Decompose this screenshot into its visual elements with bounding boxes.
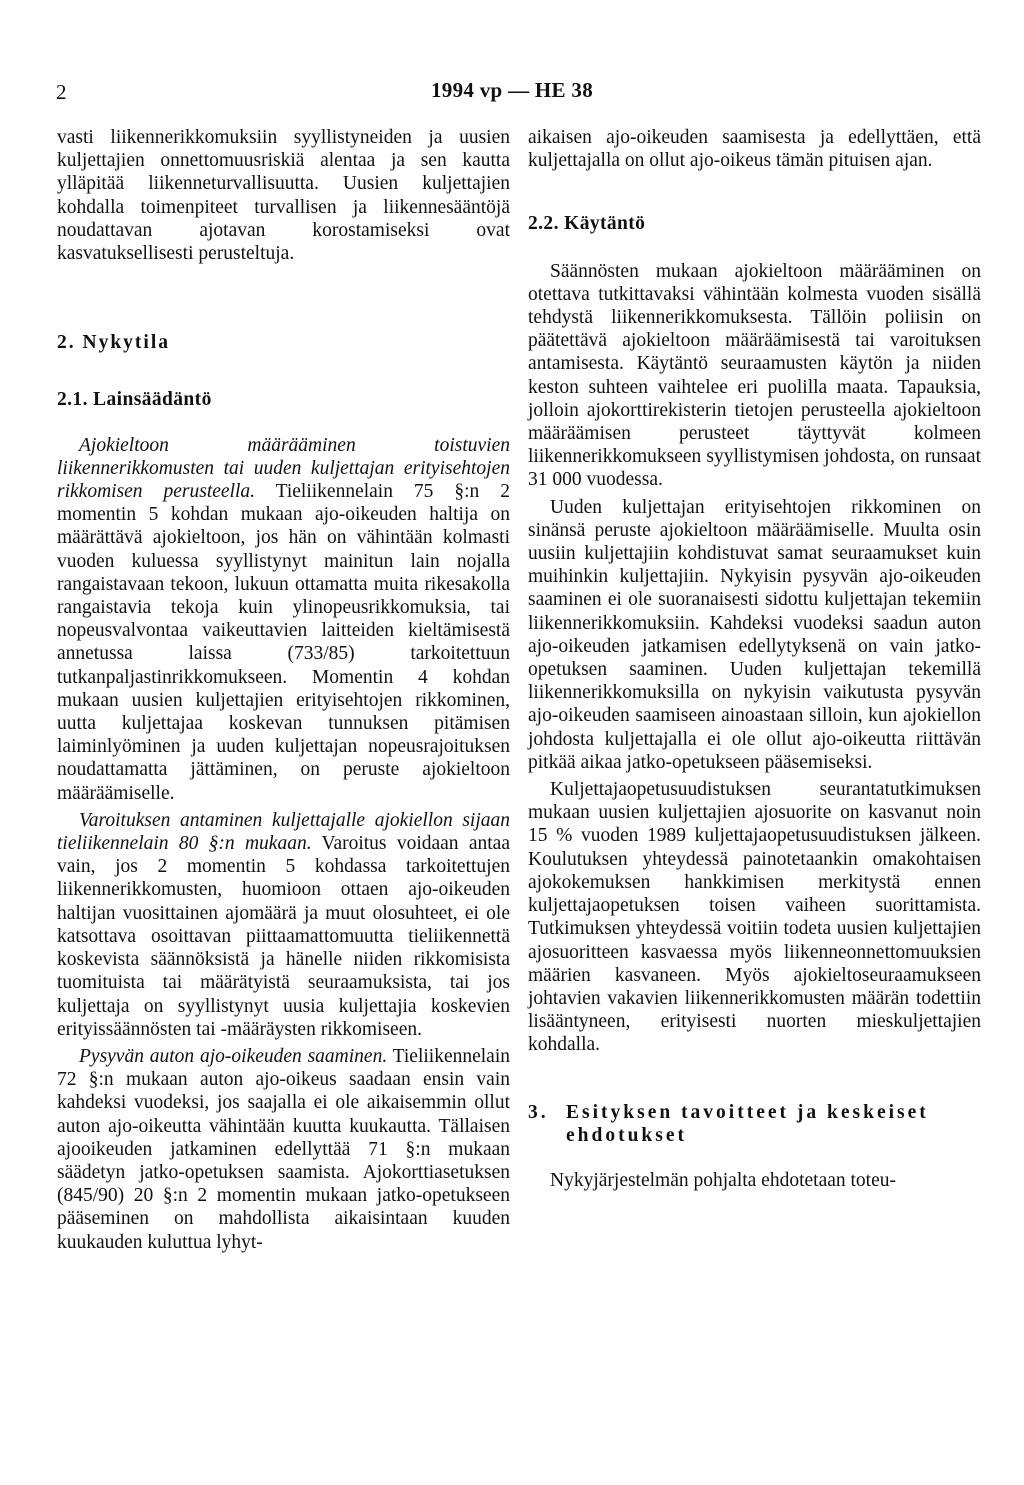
body-paragraph: Säännösten mukaan ajokieltoon määrääminen on otettava tutkittavaksi vähintään kolmesta vuoden sisällä tehdystä liikennerikkomuksesta. Tällöin poliisin on päätettävä ajokieltoon määräämisestä tai varoituksen antamisesta. Käytäntö seuraamusten käytön ja niiden keston suhteen vaihtelee eri puolilla maata. Tapauksia, jolloin ajokorttirekisterin tietojen perusteella ajokieltoon määräämisen perusteet täyttyvät kolmeen liikennerikkomukseen syyllistymisen johdosta, on runsaat 31 000 vuodessa. [528, 260, 981, 491]
intro-paragraph: vasti liikennerikkomuksiin syyllistyneiden ja uusien kuljettajien onnettomuusriskiä alentaa ja sen kautta ylläpitää liikenneturvallisuutta. Uusien kuljettajien kohdalla toimenpiteet turvallisen ja liikennesääntöjä noudattavan ajotavan korostamiseksi ovat kasvatuksellisesti perusteltuja. [57, 127, 510, 265]
body-paragraph [57, 434, 510, 805]
section-heading-2: 2. Nykytila [57, 332, 171, 354]
section-heading-3 [528, 1101, 981, 1147]
paragraph-lead-italic: Ajokieltoon määrääminen toistuvien liikennerikkomusten tai uuden kuljettajan erityisehtojen rikkomisen perusteella. [57, 434, 510, 503]
paragraph-lead-italic: Pysyvän auton ajo-oikeuden saaminen. [79, 1045, 388, 1067]
paragraph-text: Varoitus voidaan antaa vain, jos 2 momentin 5 kohdassa tarkoitettujen liikennerikkomusten, huomioon ottaen ajo-oikeuden haltijan vuosittainen ajomäärä ja muut olosuhteet, ei ole katsottava osoittavan piittaamattomuutta tieliikennettä koskevista säännöksistä ja hänelle niiden rikkomisista tuomituista tai määrätyistä seuraamuksista, tai jos kuljettaja on syyllistynyt uusia kuljettajia koskevien erityissäännösten tai -määräysten rikkomiseen. [57, 833, 510, 1040]
left-column [57, 126, 510, 1254]
subsection-heading-2-1: 2.1. Lainsäädäntö [57, 389, 212, 411]
page-number: 2 [56, 80, 67, 104]
running-head: 1994 vp — HE 38 [430, 78, 594, 102]
body-paragraph: Uuden kuljettajan erityisehtojen rikkominen on sinänsä peruste ajokieltoon määräämiselle. Muulta osin uusiin kuljettajiin kohdistuvat samat seuraamukset kuin muihinkin kuljettajiin. Nykyisin pysyvän ajo-oikeuden saaminen ei ole suoranaisesti sidottu kuljettajan tekemiin liikennerikkomuksiin. Kahdeksi vuodeksi saadun auton ajo-oikeuden jatkamisen edellytyksenä on vain jatko-opetuksen saaminen. Uuden kuljettajan tekemillä liikennerikkomuksilla on nykyisin vaikutusta pysyvän ajo-oikeuden saamiseen ainoastaan silloin, kun ajokiellon johdosta kuljettajalla ei ole ollut ajo-oikeutta riittävän pitkää aikaa jatko-opetukseen pääsemiseksi. [528, 496, 981, 773]
body-paragraph [57, 809, 510, 1041]
continued-paragraph: aikaisen ajo-oikeuden saamisesta ja edellyttäen, että kuljettajalla on ollut ajo-oikeus tämän pituisen ajan. [528, 127, 981, 172]
body-paragraph: Nykyjärjestelmän pohjalta ehdotetaan toteu- [550, 1169, 897, 1191]
paragraph-lead-italic: Varoituksen antaminen kuljettajalle ajokiellon sijaan tieliikennelain 80 §:n mukaan. [57, 809, 510, 855]
right-column [528, 126, 981, 1192]
section-number: 3. [528, 1101, 549, 1123]
section-title: Esityksen tavoitteet ja keskeiset ehdotukset [566, 1101, 929, 1146]
paragraph-text: Tieliikennelain 72 §:n mukaan auton ajo-oikeus saadaan ensin vain kahdeksi vuodeksi, jos saajalla ei ole aikaisemmin ollut auton ajo-oikeutta vähintään kuutta kuukautta. Tällaisen ajooikeuden jatkaminen edellyttää 71 §:n mukaan säädetyn jatko-opetuksen saamista. Ajokorttiasetuksen (845/90) 20 §:n 2 momentin mukaan jatko-opetukseen pääseminen on mahdollista aikaisintaan kuuden kuukauden kuluttua lyhyt- [57, 1045, 511, 1253]
paragraph-text: Tieliikennelain 75 §:n 2 momentin 5 kohdan mukaan ajo-oikeuden haltija on määrättävä ajokieltoon, jos hän on vähintään kolmasti vuoden kuluessa syyllistynyt mainitun lain nojalla rangaistavaan tekoon, lukuun ottamatta muita rikesakolla rangaistavia tekoja kuin ylinopeusrikkomuksia, tai nopeusvalvontaa vaikeuttavien laitteiden kieltämisestä annetussa laissa (733/85) tarkoitettuun tutkanpaljastinrikkomukseen. Momentin 4 kohdan mukaan uusien kuljettajien erityisehtojen rikkominen, uutta kuljettajaa koskevan tunnuksen pitämisen laiminlyöminen ja uuden kuljettajan nopeusrajoituksen noudattamatta jättäminen, on peruste ajokieltoon määräämiselle. [57, 481, 510, 804]
body-paragraph: Kuljettajaopetusuudistuksen seurantatutkimuksen mukaan uusien kuljettajien ajosuorite on kasvanut noin 15 % vuoden 1989 kuljettajaopetusuudistuksen jälkeen. Koulutuksen yhteydessä painotetaankin omakohtaisen ajokokemuksen hankkimisen merkitystä ennen kuljettajaopetuksen toisen vaiheen suorittamista. Tutkimuksen yhteydessä voitiin todeta uusien kuljettajien ajosuoritteen kasvaessa myös liikenneonnettomuuksien määrien kasvaneen. Myös ajokieltoseuraamukseen johtavien vakavien liikennerikkomusten määrän todettiin lisääntyneen, erityisesti nuorten mieskuljettajien kohdalla. [528, 779, 981, 1056]
subsection-heading-2-2: 2.2. Käytäntö [528, 213, 646, 235]
body-paragraph [57, 1045, 510, 1254]
